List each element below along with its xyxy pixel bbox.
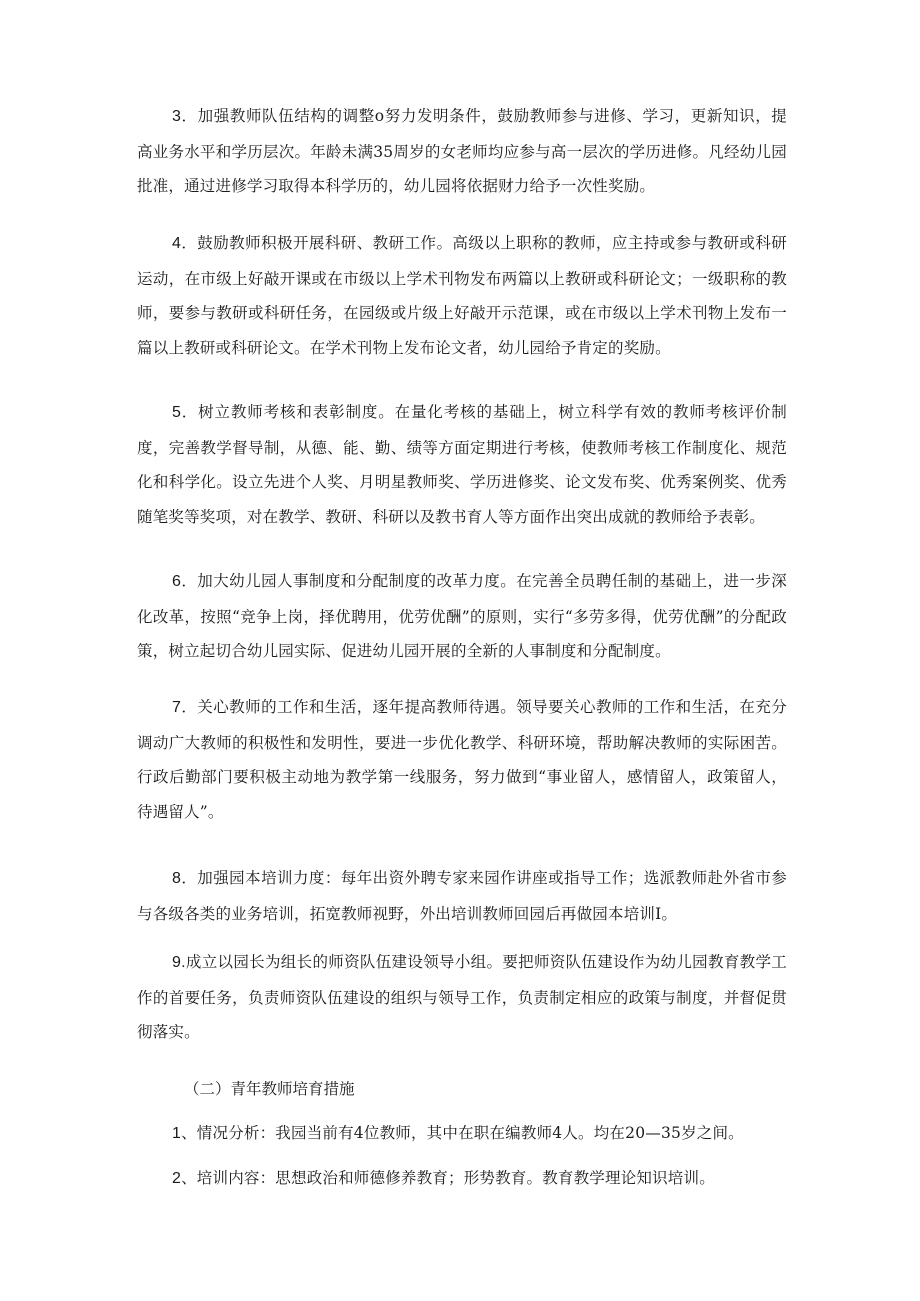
paragraph-4 xyxy=(137,226,787,365)
list-text: 、情况分析：我园当前有4位教师，其中在职在编教师4人。均在20—35岁之间。 xyxy=(181,1124,744,1142)
paragraph-text: 成立以园长为组长的师资队伍建设领导小组。要把师资队伍建设作为幼儿园教育教学工作的首要任务，负责师资队伍建设的组织与领导工作，负责制定相应的政策与制度，并督促贯彻落实。 xyxy=(137,953,787,1041)
list-number: 2 xyxy=(172,1170,182,1187)
paragraph-number: 6 xyxy=(172,573,182,590)
paragraph-text: ．鼓励教师积极开展科研、教研工作。高级以上职称的教师，应主持或参与教研或科研运动，在市级上好敲开课或在市级以上学术刊物发布两篇以上教研或科研论文；一级职称的教师，要参与教研或科研任务，在园级或片级上好敲开示范课，或在市级以上学术刊物上发布一篇以上教研或科研论文。在学术刊物上发布论文者，幼儿园给予肯定的奖励。 xyxy=(137,234,787,357)
paragraph-9 xyxy=(137,945,787,1050)
list-text: 、培训内容：思想政治和师德修养教育；形势教育。教育教学理论知识培训。 xyxy=(181,1169,715,1187)
list-item-2 xyxy=(137,1161,787,1197)
paragraph-8 xyxy=(137,861,787,931)
paragraph-number: 5 xyxy=(172,404,182,421)
list-item-1 xyxy=(137,1116,787,1152)
paragraph-3 xyxy=(137,99,787,204)
list-number: 1 xyxy=(172,1125,182,1142)
paragraph-5 xyxy=(137,395,787,534)
paragraph-text: ．加强园本培训力度：每年出资外聘专家来园作讲座或指导工作；选派教师赴外省市参与各级各类的业务培训，拓宽教师视野，外出培训教师回园后再做园本培训I。 xyxy=(137,869,787,923)
paragraph-number: 8 xyxy=(172,870,182,887)
paragraph-number: 4 xyxy=(172,235,182,252)
paragraph-7 xyxy=(137,690,787,829)
paragraph-6 xyxy=(137,564,787,669)
paragraph-text: ．加大幼儿园人事制度和分配制度的改革力度。在完善全员聘任制的基础上，进一步深化改革，按照“竞争上岗，择优聘用，优劳优酬”的原则，实行“多劳多得，优劳优酬”的分配政策，树立起切合幼儿园实际、促进幼儿园开展的全新的人事制度和分配制度。 xyxy=(137,572,787,660)
paragraph-text: ．加强教师队伍结构的调整o努力发明条件，鼓励教师参与进修、学习，更新知识，提高业务水平和学历层次。年龄未满35周岁的女老师均应参与高一层次的学历进修。凡经幼儿园批准，通过进修学习取得本科学历的，幼儿园将依据财力给予一次性奖励。 xyxy=(137,107,787,195)
paragraph-number: 3 xyxy=(172,108,182,125)
paragraph-text: ．树立教师考核和表彰制度。在量化考核的基础上，树立科学有效的教师考核评价制度，完善教学督导制，从德、能、勤、绩等方面定期进行考核，使教师考核工作制度化、规范化和科学化。设立先进个人奖、月明星教师奖、学历进修奖、论文发布奖、优秀案例奖、优秀随笔奖等奖项，对在教学、教研、科研以及教书育人等方面作出突出成就的教师给予表彰。 xyxy=(137,403,787,526)
paragraph-number: 7 xyxy=(172,699,182,716)
section-subheading: （二）青年教师培育措施 xyxy=(184,1080,355,1098)
paragraph-text: ．关心教师的工作和生活，逐年提高教师待遇。领导要关心教师的工作和生活，在充分调动广大教师的积极性和发明性，要进一步优化教学、科研环境，帮助解决教师的实际困苦。行政后勤部门要积极主动地为教学第一线服务，努力做到“事业留人，感情留人，政策留人，待遇留人”。 xyxy=(137,698,787,821)
paragraph-number: 9. xyxy=(172,954,186,971)
